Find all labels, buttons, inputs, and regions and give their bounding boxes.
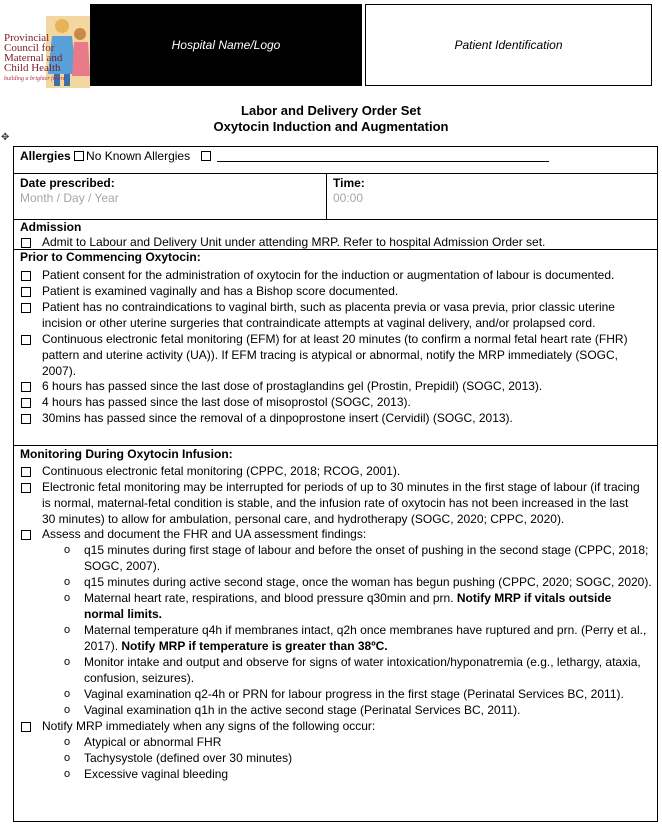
admission-checkbox[interactable] xyxy=(21,238,31,248)
monitoring-item: Electronic fetal monitoring may be interrupted for periods of up to 30 minutes in the first stage of labour (if tracing is normal, maternal-fetal condition is stable, and the infusion rate of oxytocin has not been increased in the last 30 minutes) to allow for ambulation, personal care, and hydrotherapy (SOGC, 2020; CPPC, 2020). xyxy=(20,479,640,527)
logo-wordmark: Provincial Council for Maternal and Child Health building a brighter future xyxy=(4,32,66,82)
monitoring-item: Continuous electronic fetal monitoring (CPPC, 2018; RCOG, 2001). xyxy=(20,463,640,479)
admission-item: Admit to Labour and Delivery Unit under attending MRP. Refer to hospital Admission Order set. xyxy=(20,234,640,250)
notify-sub-item: o Atypical or abnormal FHR xyxy=(64,735,222,749)
time-cell xyxy=(333,176,365,206)
hospital-logo-placeholder: Hospital Name/Logo xyxy=(90,4,362,86)
assess-sub-item: o Maternal heart rate, respirations, and blood pressure q30min and prn. Notify MRP if vitals outside normal limits. xyxy=(64,591,612,621)
assess-sub-item: o Monitor intake and output and observe for signs of water intoxication/hyponatremia (e.g., lethargy, ataxia, confusion, seizures). xyxy=(64,655,641,685)
pcmch-logo xyxy=(2,14,92,90)
notify-sub-item: o Excessive vaginal bleeding xyxy=(64,767,229,781)
allergies-label: Allergies xyxy=(20,149,71,163)
date-cell xyxy=(20,176,119,206)
assess-sub-item: o Vaginal examination q1h in the active second stage (Perinatal Services BC, 2011). xyxy=(64,703,521,717)
monitoring-checkbox[interactable] xyxy=(21,467,31,477)
prior-item: 6 hours has passed since the last dose of prostaglandins gel (Prostin, Prepidil) (SOGC, 2013). xyxy=(20,378,640,394)
allergies-other-checkbox[interactable] xyxy=(201,151,211,161)
prior-item: Patient consent for the administration of oxytocin for the induction or augmentation of labour is documented. xyxy=(20,267,640,283)
col-divider xyxy=(326,173,327,219)
prior-checkbox[interactable] xyxy=(21,414,31,424)
notify-sub-item: o Tachysystole (defined over 30 minutes) xyxy=(64,751,293,765)
table-move-handle-icon[interactable]: ✥ xyxy=(1,132,10,143)
notify-checkbox[interactable] xyxy=(21,722,31,732)
prior-item: Continuous electronic fetal monitoring (EFM) for at least 20 minutes (to confirm a normal fetal heart rate (FHR) pattern and uterine activity (UA)). If EFM tracing is atypical or abnormal, notify the MRP immediately (SOGC, 2007). xyxy=(20,331,640,379)
prior-checkbox[interactable] xyxy=(21,335,31,345)
time-input[interactable]: 00:00 xyxy=(333,191,364,205)
prior-heading: Prior to Commencing Oxytocin: xyxy=(20,250,201,264)
prior-checkbox[interactable] xyxy=(21,271,31,281)
allergies-row xyxy=(20,149,549,164)
prior-item: 4 hours has passed since the last dose of misoprostol (SOGC, 2013). xyxy=(20,394,640,410)
no-known-allergies-checkbox[interactable] xyxy=(74,151,84,161)
prior-checkbox[interactable] xyxy=(21,382,31,392)
monitoring-heading: Monitoring During Oxytocin Infusion: xyxy=(20,447,233,461)
assess-sub-item: o Vaginal examination q2-4h or PRN for labour progress in the first stage (Perinatal Services BC, 2011). xyxy=(64,687,624,701)
assess-sub-item: o q15 minutes during active second stage, once the woman has begun pushing (CPPC, 2020; SOGC, 2020). xyxy=(64,575,652,589)
prior-checkbox[interactable] xyxy=(21,287,31,297)
admission-heading: Admission xyxy=(20,220,82,234)
form-title: Labor and Delivery Order Set xyxy=(241,103,421,118)
prior-item: 30mins has passed since the removal of a dinpoprostone insert (Cervidil) (SOGC, 2013). xyxy=(20,410,640,426)
prior-item: Patient is examined vaginally and has a Bishop score documented. xyxy=(20,283,640,299)
row-divider xyxy=(14,173,657,174)
time-label: Time: xyxy=(333,176,365,190)
notify-item: Notify MRP immediately when any signs of the following occur: xyxy=(20,718,640,734)
row-divider xyxy=(14,219,657,220)
order-set-table xyxy=(13,146,658,822)
allergies-input[interactable] xyxy=(217,150,549,162)
row-divider xyxy=(14,445,657,446)
no-known-allergies-label: No Known Allergies xyxy=(86,149,191,163)
logo-tagline: building a brighter future xyxy=(4,76,66,82)
date-label: Date prescribed: xyxy=(20,176,115,190)
assess-sub-item: o q15 minutes during first stage of labour and before the onset of pushing in the second stage (CPPC, 2018; SOGC, 2007). xyxy=(64,543,649,573)
assess-sub-item: o Maternal temperature q4h if membranes intact, q2h once membranes have ruptured and prn. (Perry et al., 2017). Notify MRP if temperature is greater than 38ºC. xyxy=(64,623,647,653)
monitoring-item: Assess and document the FHR and UA assessment findings: xyxy=(20,526,640,542)
prior-item: Patient has no contraindications to vaginal birth, such as placenta previa or vasa previa, prior classic uterine incision or other uterine surgeries that contraindicate attempts at vaginal delivery, and/or prolapsed cord. xyxy=(20,299,640,331)
prior-checkbox[interactable] xyxy=(21,303,31,313)
form-subtitle: Oxytocin Induction and Augmentation xyxy=(213,119,449,134)
monitoring-checkbox[interactable] xyxy=(21,483,31,493)
date-input[interactable]: Month / Day / Year xyxy=(20,191,119,205)
monitoring-checkbox[interactable] xyxy=(21,530,31,540)
prior-checkbox[interactable] xyxy=(21,398,31,408)
patient-identification-box[interactable]: Patient Identification xyxy=(365,4,652,86)
